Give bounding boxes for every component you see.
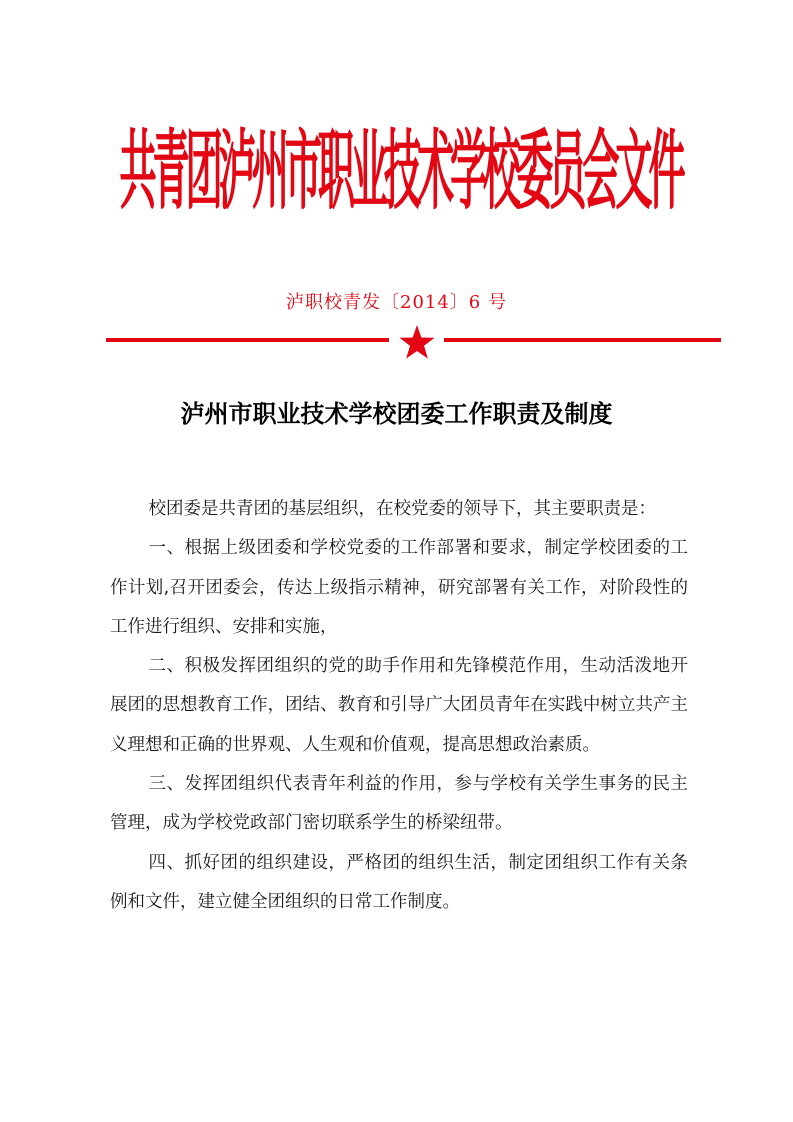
body-paragraph: 二、积极发挥团组织的党的助手作用和先锋模范作用，生动活泼地开展团的思想教育工作，团结、教育和引导广大团员青年在实践中树立共产主义理想和正确的世界观、人生观和价值观，提高思想政治素质。 [110,656,688,755]
masthead [110,118,690,223]
body-paragraph: 一、根据上级团委和学校党委的工作部署和要求，制定学校团委的工作计划,召开团委会，传达上级指示精神，研究部署有关工作，对阶段性的工作进行组织、安排和实施， [110,538,688,637]
body-paragraph: 校团委是共青团的基层组织，在校党委的领导下，其主要职责是： [148,499,656,519]
red-divider-right [444,338,721,342]
document-title: 泸州市职业技术学校团委工作职责及制度 [180,400,613,428]
document-body [110,490,688,922]
star-icon [398,324,436,360]
red-divider-left [106,338,389,342]
body-paragraph: 四、抓好团的组织建设，严格团的组织生活，制定团组织工作有关条例和文件，建立健全团组织的日常工作制度。 [110,852,688,912]
body-paragraph: 三、发挥团组织代表青年利益的作用，参与学校有关学生事务的民主管理，成为学校党政部门密切联系学生的桥梁纽带。 [110,774,688,834]
document-number: 泸职校青发〔2014〕6 号 [286,292,507,313]
masthead-title: 共青团泸州市职业技术学校委员会文件 [118,120,682,223]
